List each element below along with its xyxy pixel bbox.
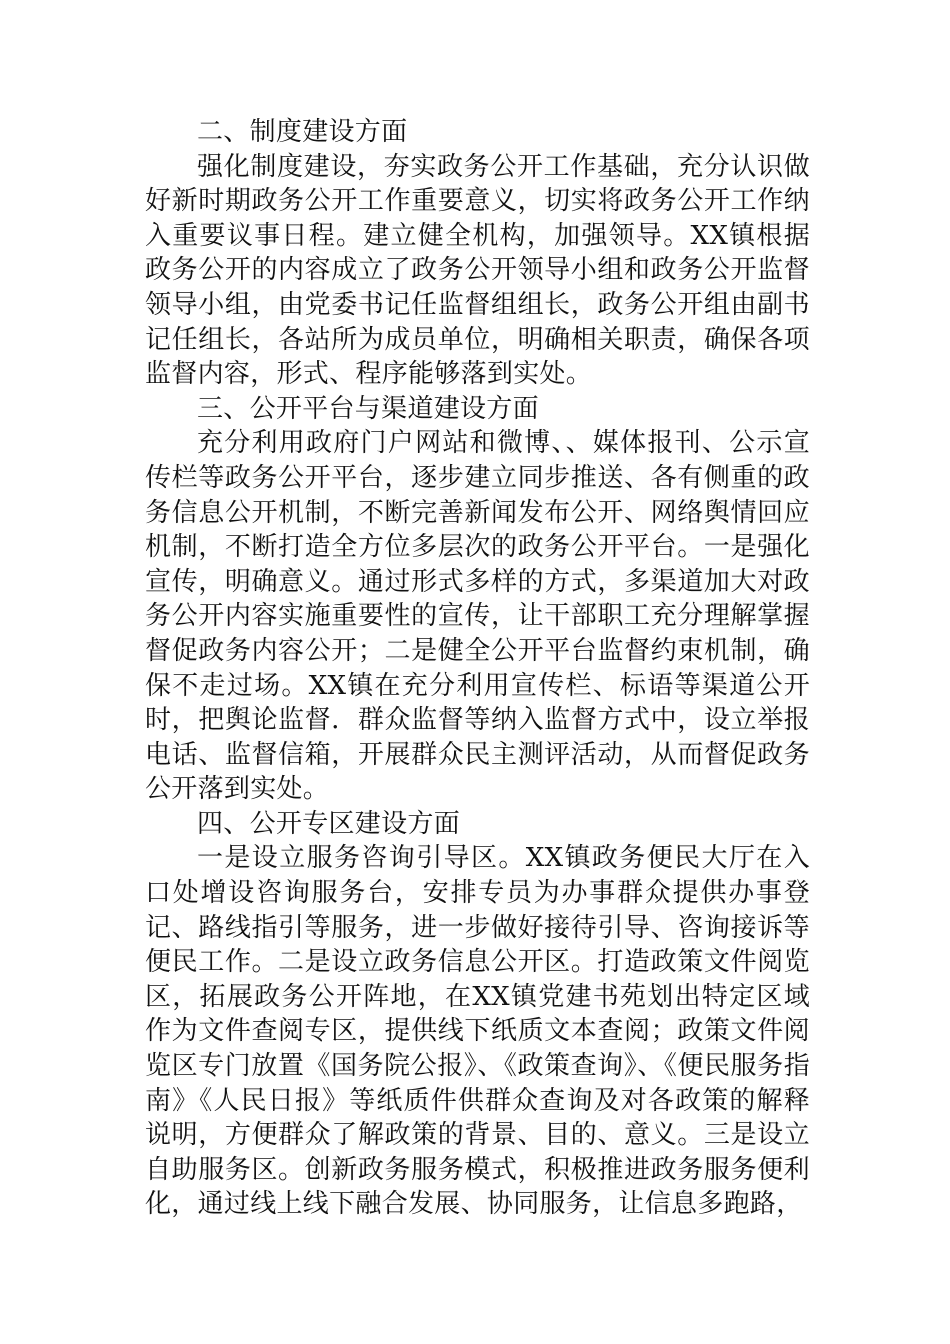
section-paragraph-system-building: 强化制度建设，夯实政务公开工作基础，充分认识做好新时期政务公开工作重要意义，切实将政务公开工作纳入重要议事日程。建立健全机构，加强领导。XX镇根据政务公开的内容成立了政务公开领导小组和政务公开监督领导小组，由党委书记任监督组组长，政务公开组由副书记任组长，各站所为成员单位，明确相关职责，确保各项监督内容，形式、程序能够落到实处。: [145, 151, 810, 390]
document-page: [145, 115, 810, 1222]
section-heading-system-building: 二、制度建设方面: [197, 117, 408, 147]
section-paragraph-platform-channels: 充分利用政府门户网站和微博、、媒体报刊、公示宣传栏等政务公开平台，逐步建立同步推送、各有侧重的政务信息公开机制，不断完善新闻发布公开、网络舆情回应机制，不断打造全方位多层次的政务公开平台。一是强化宣传，明确意义。通过形式多样的方式，多渠道加大对政务公开内容实施重要性的宣传，让干部职工充分理解掌握督促政务内容公开；二是健全公开平台监督约束机制，确保不走过场。XX镇在充分利用宣传栏、标语等渠道公开时，把舆论监督．群众监督等纳入监督方式中，设立举报电话、监督信箱，开展群众民主测评活动，从而督促政务公开落到实处。: [145, 428, 810, 805]
section-paragraph-public-zone: 一是设立服务咨询引导区。XX镇政务便民大厅在入口处增设咨询服务台，安排专员为办事群众提供办事登记、路线指引等服务，进一步做好接待引导、咨询接诉等便民工作。二是设立政务信息公开区。打造政策文件阅览区，拓展政务公开阵地，在XX镇党建书苑划出特定区域作为文件查阅专区，提供线下纸质文本查阅；政策文件阅览区专门放置《国务院公报》、《政策查询》、《便民服务指南》《人民日报》等纸质件供群众查询及对各政策的解释说明，方便群众了解政策的背景、目的、意义。三是设立自助服务区。创新政务服务模式，积极推进政务服务便利化，通过线上线下融合发展、协同服务，让信息多跑路，: [145, 843, 810, 1220]
section-heading-platform-channels: 三、公开平台与渠道建设方面: [197, 393, 539, 424]
section-heading-public-zone: 四、公开专区建设方面: [197, 808, 461, 839]
